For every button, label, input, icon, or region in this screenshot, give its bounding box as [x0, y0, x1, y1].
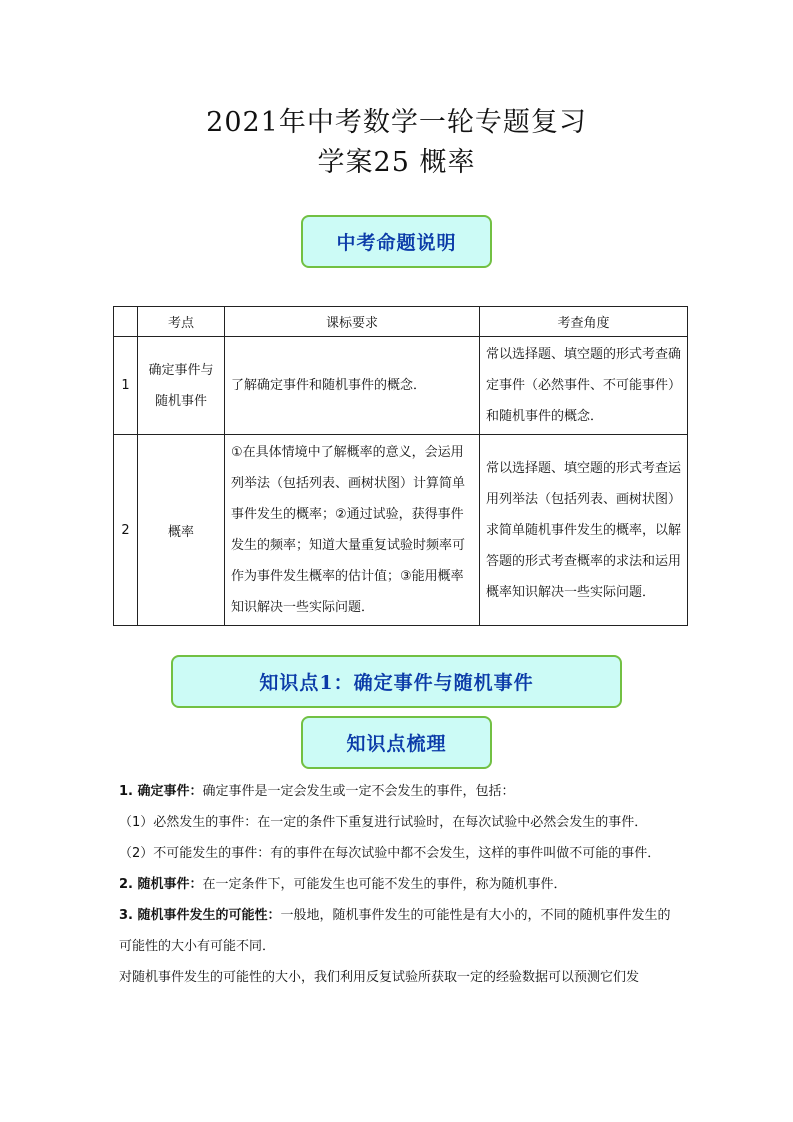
- row-index: 1: [114, 337, 138, 435]
- section-box-knowledge-review: 知识点梳理: [301, 716, 492, 769]
- section-box-knowledge-point-1: 知识点1：确定事件与随机事件: [171, 655, 622, 708]
- row-requirement: 了解确定事件和随机事件的概念．: [225, 337, 480, 435]
- term-label: 3. 随机事件发生的可能性：: [119, 908, 281, 923]
- term-label: 1. 确定事件：: [119, 784, 203, 799]
- paragraph-random-event: [119, 869, 679, 900]
- paragraph-definite-event: [119, 776, 679, 807]
- paragraph-impossible-event: （2）不可能发生的事件：有的事件在每次试验中都不会发生，这样的事件叫做不可能的事件．: [119, 846, 661, 861]
- row-topic: 概率: [138, 435, 225, 626]
- spec-table: [113, 306, 688, 626]
- table-row: [114, 337, 688, 435]
- row-angle: 常以选择题、填空题的形式考查确定事件（必然事件、不可能事件）和随机事件的概念．: [480, 337, 688, 435]
- paragraph-certain-event: （1）必然发生的事件：在一定的条件下重复进行试验时，在每次试验中必然会发生的事件．: [119, 815, 648, 830]
- term-label: 2. 随机事件：: [119, 877, 203, 892]
- knowledge-content: [119, 776, 679, 993]
- page-subtitle: 学案25 概率: [317, 147, 476, 178]
- table-header-angle: 考查角度: [480, 307, 688, 337]
- paragraph-possibility: [119, 900, 679, 962]
- term-text: 一般地，随机事件发生的可能性是有大小的，不同的随机事件发生的可能性的大小有可能不同．: [119, 908, 671, 954]
- table-header-index: [114, 307, 138, 337]
- paragraph-prediction: 对随机事件发生的可能性的大小，我们利用反复试验所获取一定的经验数据可以预测它们发: [119, 970, 640, 985]
- row-index: 2: [114, 435, 138, 626]
- row-angle: 常以选择题、填空题的形式考查运用列举法（包括列表、画树状图）求简单随机事件发生的概率，以解答题的形式考查概率的求法和运用概率知识解决一些实际问题．: [480, 435, 688, 626]
- page-title: 2021年中考数学一轮专题复习: [206, 107, 587, 138]
- table-header-row: [114, 307, 688, 337]
- table-header-topic: 考点: [138, 307, 225, 337]
- term-text: 在一定条件下，可能发生也可能不发生的事件，称为随机事件．: [202, 877, 567, 892]
- row-topic: 确定事件与随机事件: [138, 337, 225, 435]
- table-header-requirement: 课标要求: [225, 307, 480, 337]
- row-requirement: ①在具体情境中了解概率的意义，会运用列举法（包括列表、画树状图）计算简单事件发生的概率；②通过试验，获得事件发生的频率；知道大量重复试验时频率可作为事件发生概率的估计值；③能用概率知识解决一些实际问题．: [225, 435, 480, 626]
- term-text: 确定事件是一定会发生或一定不会发生的事件，包括：: [202, 784, 515, 799]
- table-row: [114, 435, 688, 626]
- section-box-exam-explanation: 中考命题说明: [301, 215, 492, 268]
